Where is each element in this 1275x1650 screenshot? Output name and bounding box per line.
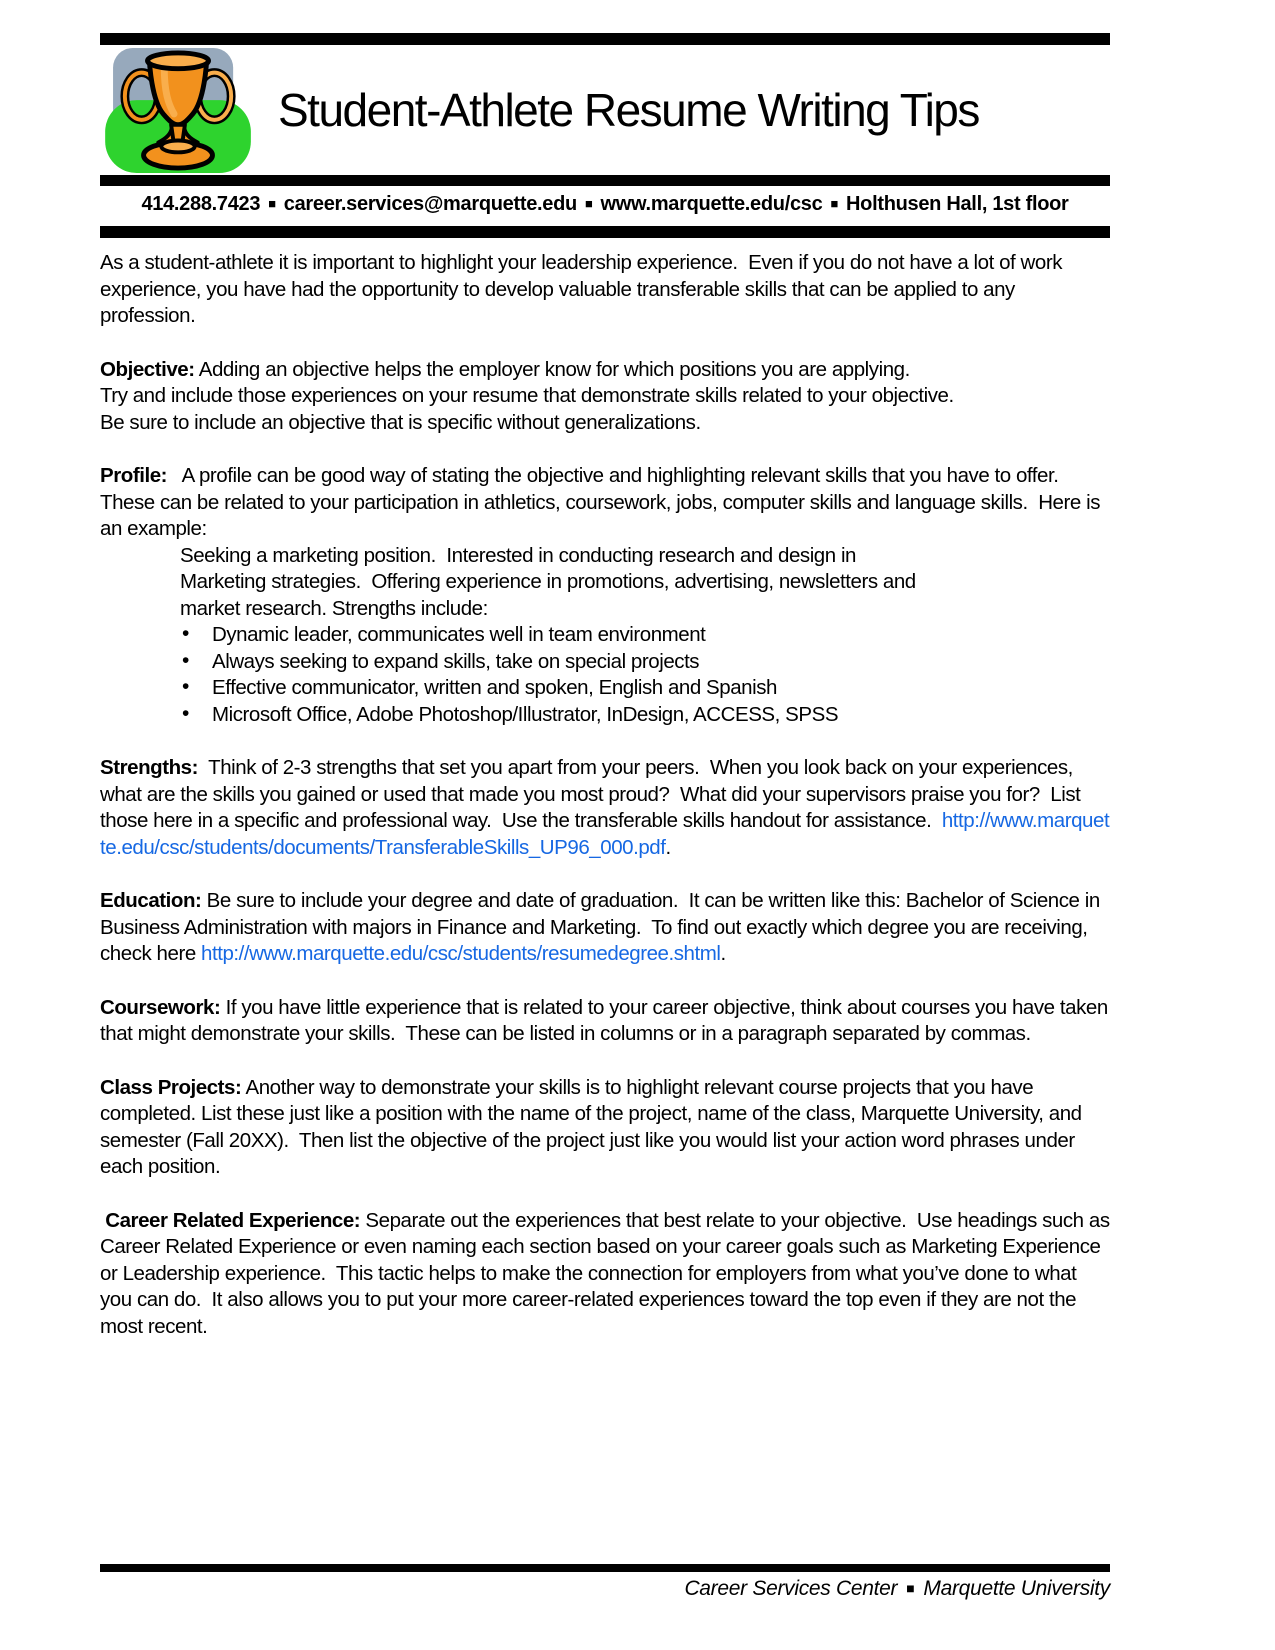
contact-location: Holthusen Hall, 1st floor xyxy=(846,193,1069,215)
education-text-after: . xyxy=(720,942,726,965)
footer xyxy=(684,1577,1110,1601)
section-education xyxy=(100,888,1110,968)
example-line: market research. Strengths include: xyxy=(180,596,488,620)
section-objective xyxy=(100,357,1110,437)
bullet-item: • Always seeking to expand skills, take on special projects xyxy=(212,649,1110,676)
header-middle-bar xyxy=(100,175,1110,186)
separator-square-icon: ■ xyxy=(584,196,593,211)
section-strengths xyxy=(100,755,1110,861)
objective-line: Adding an objective helps the employer know for which positions you are applying. xyxy=(194,357,910,381)
contact-website: www.marquette.edu/csc xyxy=(600,193,823,215)
example-line: Seeking a marketing position. Interested in conducting research and design in xyxy=(180,543,857,567)
resume-degree-link[interactable]: http://www.marquette.edu/csc/students/resumedegree.shtml xyxy=(201,942,721,965)
separator-square-icon: ■ xyxy=(830,196,839,211)
section-career-related xyxy=(100,1208,1115,1341)
class-projects-text: Another way to demonstrate your skills is to highlight relevant course projects that you have completed. List these just like a position with the name of the project, name of the class, Marquette University, and semester (Fall 20XX). Then list the objective of the project just like you would list your action word phrases under each position. xyxy=(100,1075,1087,1178)
profile-text: A profile can be good way of stating the objective and highlighting relevant skills that you have to offer. These can be related to your participation in athletics, coursework, jobs, computer skills and language skills. Here is an example: xyxy=(100,464,1106,540)
header-bottom-bar xyxy=(100,226,1110,238)
career-related-heading: Career Related Experience: xyxy=(100,1208,361,1232)
separator-square-icon: ■ xyxy=(906,1580,915,1596)
profile-heading: Profile: xyxy=(100,464,168,487)
header-top-bar xyxy=(100,33,1110,45)
bullet-item: • Effective communicator, written and spoken, English and Spanish xyxy=(212,675,1110,702)
profile-example-block xyxy=(180,543,1110,623)
section-profile xyxy=(100,463,1110,728)
transferable-skills-link[interactable]: http://www.marquette.edu/csc/students/documents/TransferableSkills_UP96_000.pdf xyxy=(100,809,1110,859)
intro-text: As a student-athlete it is important to highlight your leadership experience. Even if you do not have a lot of work experience, you have had the opportunity to develop valuable transferable skills that can be applied to any profession. xyxy=(100,251,1068,327)
education-text: Be sure to include your degree and date of graduation. It can be written like this: Bachelor of Science in Business Administration with majors in Finance and Marketing. To find out exactly which degree you are receiving, check here xyxy=(100,889,1106,965)
section-class-projects xyxy=(100,1075,1110,1181)
contact-email: career.services@marquette.edu xyxy=(283,193,577,215)
contact-phone: 414.288.7423 xyxy=(141,193,261,215)
objective-line: Be sure to include an objective that is specific without generalizations. xyxy=(100,410,701,434)
header xyxy=(100,45,1110,175)
footer-bar xyxy=(100,1564,1110,1572)
coursework-text: If you have little experience that is related to your career objective, think about courses you have taken that might demonstrate your skills. These can be listed in columns or in a paragraph separated by commas. xyxy=(100,995,1114,1045)
profile-bullet-list xyxy=(100,622,1110,728)
document-body xyxy=(100,250,1115,1340)
footer-right: Marquette University xyxy=(923,1577,1110,1600)
coursework-heading: Coursework: xyxy=(100,995,221,1019)
education-heading: Education: xyxy=(100,889,202,912)
career-related-text: Separate out the experiences that best relate to your objective. Use headings such as Career Related Experience or even naming each section based on your career goals such as Marketing Experience or Leadership experience. This tactic helps to make the connection for employers from what you’ve done to what you can do. It also allows you to put your more career-related experiences toward the top even if they are not the most recent. xyxy=(100,1208,1115,1338)
example-line: Marketing strategies. Offering experience in promotions, advertising, newsletters and xyxy=(180,570,916,593)
document-content xyxy=(100,33,1115,1367)
class-projects-heading: Class Projects: xyxy=(100,1075,242,1099)
bullet-item: • Microsoft Office, Adobe Photoshop/Illustrator, InDesign, ACCESS, SPSS xyxy=(212,702,1110,729)
footer-left: Career Services Center xyxy=(684,1577,898,1600)
page-title: Student-Athlete Resume Writing Tips xyxy=(278,84,979,136)
separator-square-icon: ■ xyxy=(268,196,276,211)
bullet-item: • Dynamic leader, communicates well in team environment xyxy=(212,622,1110,649)
contact-line xyxy=(100,186,1110,226)
objective-line: Try and include those experiences on your resume that demonstrate skills related to your objective. xyxy=(100,384,954,407)
trophy-icon xyxy=(104,47,254,173)
objective-heading: Objective: xyxy=(100,357,195,381)
section-coursework xyxy=(100,995,1114,1048)
strengths-heading: Strengths: xyxy=(100,756,199,779)
strengths-text: Think of 2-3 strengths that set you apart from your peers. When you look back on your experiences, what are the skills you gained or used that made you most proud? What did your supervisors praise you for? List those here in a specific and professional way. Use the transferable skills handout for assistance. xyxy=(100,756,1086,832)
strengths-text-after: . xyxy=(665,835,671,859)
section-intro xyxy=(100,250,1110,330)
